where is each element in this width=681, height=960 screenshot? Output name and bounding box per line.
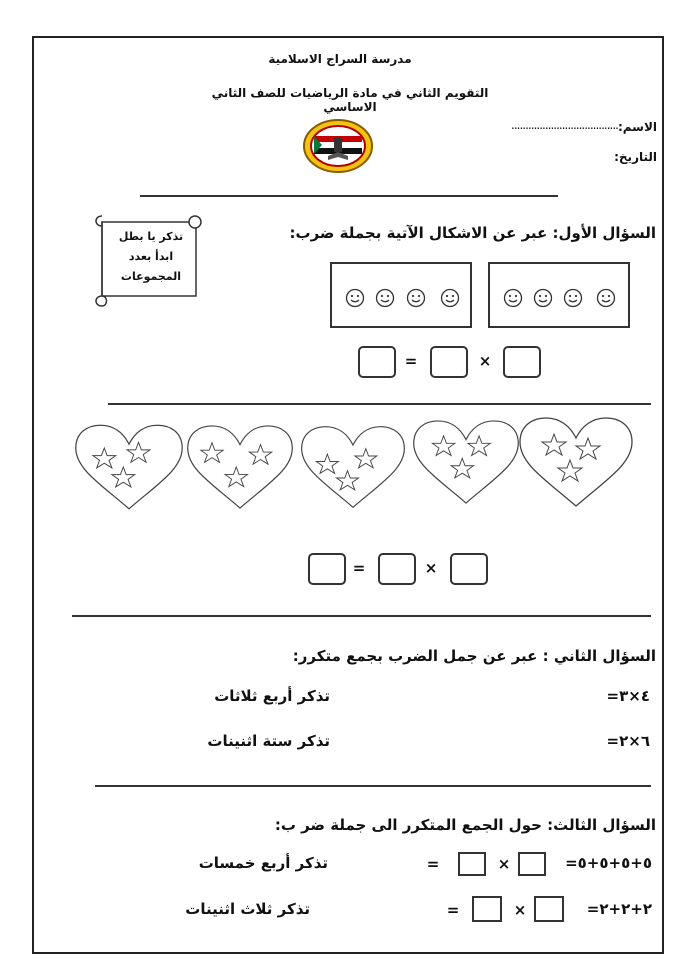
name-field[interactable]: ...................................... [511,118,618,132]
q1a-answer-box-2[interactable] [430,346,468,378]
smiley-icon [563,288,583,308]
q3a-times: × [497,855,511,873]
smiley-icon [503,288,523,308]
q3-title: السؤال الثالث: حول الجمع المتكرر الى جملة ضر ب: [274,816,656,834]
divider-header [140,195,558,197]
q3-item2-hint: تذكر ثلاث اثنينات [185,900,310,918]
q3b-answer-box-1[interactable] [534,896,564,922]
heart-shape-3 [298,420,408,514]
q3-item2-expr: ٢+٢+٢= [586,900,652,918]
smiley-icon [533,288,553,308]
q3-item1-hint: تذكر أربع خمسات [198,854,328,872]
q2-item1-hint: تذكر أربع ثلاثات [214,687,330,705]
q1b-equals: = [352,559,366,577]
heart-shape-1 [516,414,636,510]
hint-line-2: ابدأ بعدد [128,250,174,263]
q1b-answer-box-1[interactable] [450,553,488,585]
q3b-equals: = [446,901,460,919]
smiley-icon [440,288,460,308]
q3b-answer-box-2[interactable] [472,896,502,922]
q1b-times: × [424,559,438,577]
q2-item2-expr: ٦×٢= [606,732,650,750]
q2-item2-hint: تذكر ستة اثنينات [207,732,330,750]
q1a-answer-box-1[interactable] [503,346,541,378]
q3-item1-expr: ٥+٥+٥+٥= [565,854,652,872]
smiley-icon [596,288,616,308]
q3a-answer-box-2[interactable] [458,852,486,876]
q3a-equals: = [426,855,440,873]
q3a-answer-box-1[interactable] [518,852,546,876]
name-label: الاسم: [617,120,657,134]
school-name: مدرسة السراج الاسلامية [268,52,412,66]
q1b-answer-box-3[interactable] [308,553,346,585]
q1a-times: × [478,352,492,370]
divider-q2 [95,785,651,787]
q1a-equals: = [404,352,418,370]
smiley-icon [375,288,395,308]
heart-shape-2 [410,414,522,510]
school-logo [302,118,374,174]
date-label: التاريخ: [614,150,657,164]
exam-title: التقويم الثاني في مادة الرياضيات للصف الثاني الاساسي [211,86,489,114]
divider-q1a [108,403,651,405]
q2-title: السؤال الثاني : عبر عن جمل الضرب بجمع متكرر: [292,647,656,665]
q1a-answer-box-3[interactable] [358,346,396,378]
smiley-icon [345,288,365,308]
divider-q1b [72,615,651,617]
q3b-times: × [513,901,527,919]
heart-shape-5 [72,420,186,514]
q2-item1-expr: ٤×٣= [606,687,650,705]
q1b-answer-box-2[interactable] [378,553,416,585]
hint-line-1: تذكر يا بطل [118,230,184,243]
q1-title: السؤال الأول: عبر عن الاشكال الآتية بجملة ضرب: [289,224,656,242]
heart-shape-4 [184,420,296,514]
hint-line-3: المجموعات [120,270,182,283]
smiley-icon [406,288,426,308]
